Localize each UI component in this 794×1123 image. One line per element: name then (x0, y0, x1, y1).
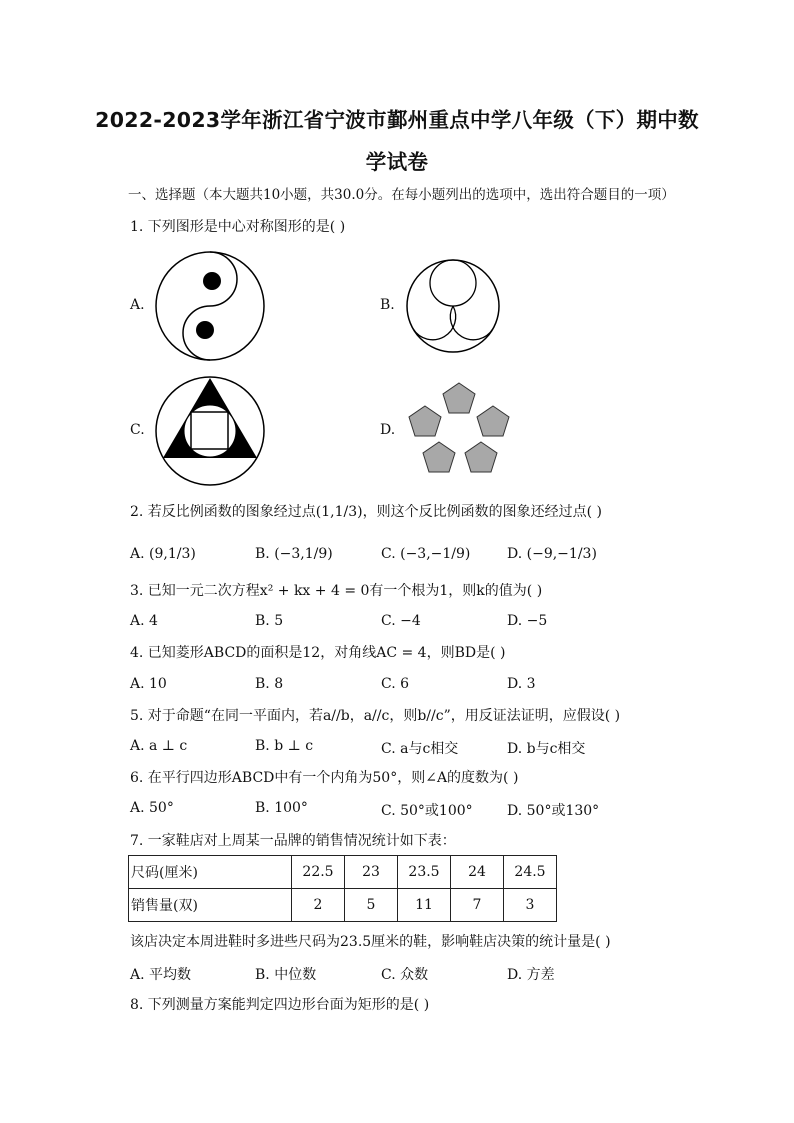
table-cell: 23 (345, 856, 398, 889)
q1-option-a-label: A. (130, 297, 145, 313)
q7-followup: 该店决定本周进鞋时多进些尺码为23.5厘米的鞋，影响鞋店决策的统计量是( ) (130, 934, 611, 950)
q6-option-a: A. 50° (130, 800, 174, 816)
q3-stem: 3. 已知一元二次方程x² + kx + 4 = 0有一个根为1，则k的值为( ) (130, 583, 543, 599)
q2-option-d: D. (−9,−1/3) (507, 546, 597, 562)
q6-option-b: B. 100° (255, 800, 308, 816)
triangle-circle-square-figure (154, 375, 266, 487)
q3-option-c: C. −4 (381, 613, 421, 629)
q4-option-b: B. 8 (255, 676, 284, 692)
q3-option-b: B. 5 (255, 613, 284, 629)
q1-stem: 1. 下列图形是中心对称图形的是( ) (130, 219, 346, 235)
table-cell: 24 (451, 856, 504, 889)
q2-stem: 2. 若反比例函数的图象经过点(1,1/3)，则这个反比例函数的图象还经过点( ) (130, 504, 602, 520)
q4-stem: 4. 已知菱形ABCD的面积是12，对角线AC = 4，则BD是( ) (130, 645, 506, 661)
table-cell: 23.5 (398, 856, 451, 889)
triple-swirl-figure (405, 258, 501, 354)
table-cell: 2 (292, 889, 345, 922)
q2-option-b: B. (−3,1/9) (255, 546, 333, 562)
q7-option-b: B. 中位数 (255, 967, 317, 983)
q1-option-c-label: C. (130, 422, 145, 438)
q5-option-d: D. b与c相交 (507, 741, 586, 757)
table-header-cell: 销售量(双) (129, 889, 292, 922)
q5-option-a: A. a ⊥ c (130, 738, 188, 754)
q2-option-c: C. (−3,−1/9) (381, 546, 471, 562)
q6-stem: 6. 在平行四边形ABCD中有一个内角为50°，则∠A的度数为( ) (130, 770, 519, 786)
table-cell: 22.5 (292, 856, 345, 889)
q3-option-a: A. 4 (130, 613, 158, 629)
q1-option-b-label: B. (380, 297, 395, 313)
q7-option-c: C. 众数 (381, 967, 429, 983)
q5-option-b: B. b ⊥ c (255, 738, 314, 754)
table-cell: 11 (398, 889, 451, 922)
table-row (129, 856, 557, 889)
q4-option-d: D. 3 (507, 676, 536, 692)
sales-table (128, 855, 557, 922)
section-heading: 一、选择题（本大题共10小题，共30.0分。在每小题列出的选项中，选出符合题目的一项） (128, 187, 675, 203)
q7-stem: 7. 一家鞋店对上周某一品牌的销售情况统计如下表： (130, 833, 456, 849)
exam-title-line1: 2022-2023学年浙江省宁波市鄞州重点中学八年级（下）期中数 (95, 108, 699, 132)
q3-option-d: D. −5 (507, 613, 548, 629)
q5-stem: 5. 对于命题“在同一平面内，若a//b，a//c，则b//c”，用反证法证明，应假设( ) (130, 708, 621, 724)
q8-stem: 8. 下列测量方案能判定四边形台面为矩形的是( ) (130, 997, 430, 1013)
pentagon-ring-figure (405, 380, 515, 478)
table-header-cell: 尺码(厘米) (129, 856, 292, 889)
q7-option-d: D. 方差 (507, 967, 555, 983)
q2-option-a: A. (9,1/3) (130, 546, 196, 562)
q6-option-c: C. 50°或100° (381, 803, 473, 819)
table-cell: 3 (504, 889, 557, 922)
q4-option-c: C. 6 (381, 676, 410, 692)
q5-option-c: C. a与c相交 (381, 741, 459, 757)
yin-yang-figure (154, 250, 266, 362)
exam-title-line2: 学试卷 (365, 150, 429, 174)
table-cell: 7 (451, 889, 504, 922)
table-row (129, 889, 557, 922)
table-cell: 5 (345, 889, 398, 922)
q7-option-a: A. 平均数 (130, 967, 192, 983)
table-cell: 24.5 (504, 856, 557, 889)
q1-option-d-label: D. (380, 422, 396, 438)
q4-option-a: A. 10 (130, 676, 167, 692)
q6-option-d: D. 50°或130° (507, 803, 600, 819)
